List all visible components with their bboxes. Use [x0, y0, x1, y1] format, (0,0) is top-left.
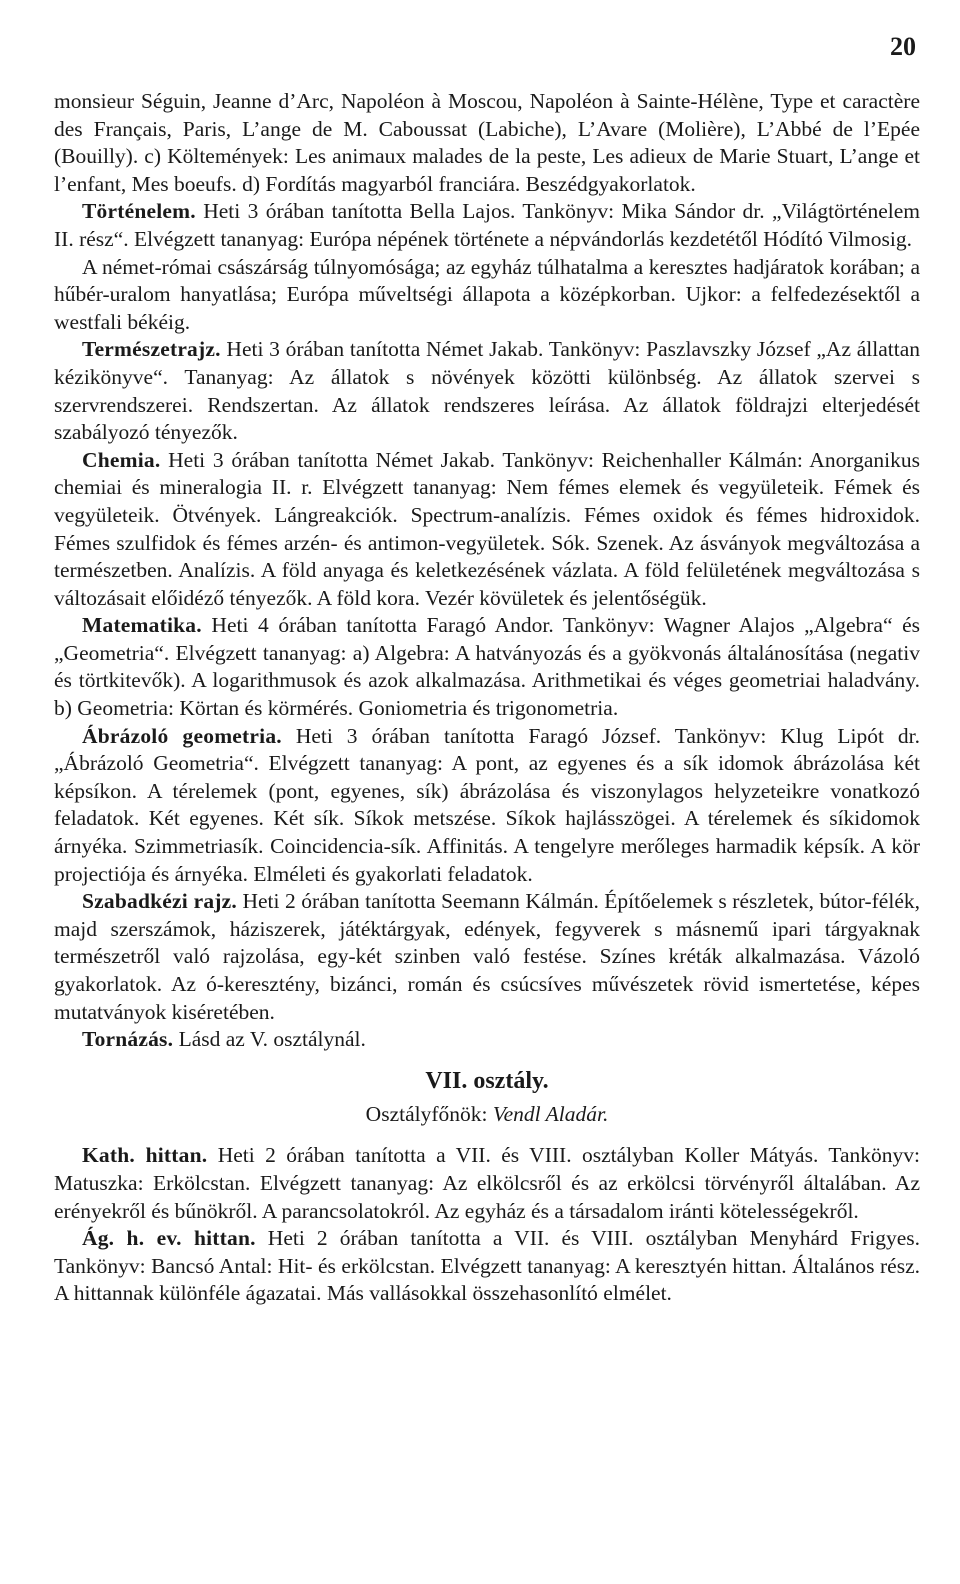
subject-label: Kath. hittan. — [82, 1143, 208, 1168]
paragraph-text: monsieur Séguin, Jeanne d’Arc, Napoléon à Moscou, Napoléon à Sainte-Hélène, Type et caractère des Français, Paris, L’ange de M. Caboussat (Labiche), L’Avare (Molière), L’Abbé de l’Epée (Bouilly). c) Költemények: Les animaux malades de la peste, Les adieux de Marie Stuart, L’ange et l’enfant, Mes boeufs. d) Fordítás magyarból franciára. Beszédgyakorlatok. — [54, 89, 920, 196]
section-title: VII. osztály. — [425, 1067, 549, 1094]
paragraph-text: Heti 4 órában tanította Faragó Andor. Tankönyv: Wagner Alajos „Algebra“ és „Geometria“. Elvégzett tananyag: a) Algebra: A hatványozás és a gyökvonás általánosítása (negativ és törtkitevők). A logarithmusok és azok alkalmazása. Arithmetikai és véges geometriai haladvány. b) Geometria: Körtan és körmérés. Goniometria és trigonometria. — [54, 613, 920, 721]
class-teacher-name: Vendl Aladár. — [492, 1101, 609, 1126]
class-teacher-label: Osztályfőnök: — [365, 1101, 493, 1126]
class-teacher-line — [54, 1101, 920, 1129]
text-block-after — [54, 1142, 920, 1308]
paragraph-text: Heti 2 órában tanította a VII. és VIII. osztályban Menyhárd Frigyes. Tankönyv: Bancsó Antal: Hit- és erkölcstan. Elvégzett tananyag: A keresztyén hittan. Általános rész. A hittannak különféle ágazatai. Más vallásokkal összehasonlító elmélet. — [54, 1226, 920, 1306]
paragraph — [54, 1225, 920, 1308]
subject-label: Szabadkézi rajz. — [82, 889, 237, 914]
paragraph-text: Lásd az V. osztálynál. — [173, 1027, 366, 1052]
paragraph-text: Heti 3 órában tanította Faragó József. Tankönyv: Klug Lipót dr. „Ábrázoló Geometria“. Elvégzett tananyag: A pont, az egyenes és a sík idomok ábrázolása két képsíkon. A térelemek (pont, egyenes, sík) ábrázolása és viszonylagos helyzeteikre vonatkozó feladatok. Két egyenes. Két sík. Síkok metszése. Síkok hajlásszögei. A térelemek és síkidomok árnyéka. Szimmetriasík. Coincidencia-sík. Affinitás. A tengelyre merőleges harmadik képsík. A kör projectiója és árnyéka. Elméleti és gyakorlati feladatok. — [54, 723, 920, 886]
subject-label: Matematika. — [82, 613, 202, 638]
paragraph — [54, 447, 920, 613]
subject-label: Chemia. — [82, 447, 161, 472]
subject-label: Természetrajz. — [82, 337, 221, 362]
paragraph — [54, 723, 920, 889]
subject-label: Ág. h. ev. hittan. — [82, 1226, 256, 1251]
subject-label: Ábrázoló geometria. — [82, 723, 282, 748]
paragraph — [54, 888, 920, 1026]
paragraph-text: Heti 2 órában tanította a VII. és VIII. osztályban Koller Mátyás. Tankönyv: Matuszka: Erkölcstan. Elvégzett tananyag: Az elkölcsről és az erkölcsi törvényről általában. Az erényekről és bűnökről. A parancsolatokról. Az egyház és a társadalom iránti kötelességekről. — [54, 1143, 920, 1223]
paragraph-text: A német-római császárság túlnyomósága; az egyház túlhatalma a keresztes hadjáratok korában; a hűbér-uralom hanyatlása; Európa műveltségi állapota a középkorban. Ujkor: a felfedezésektől a westfali békéig. — [54, 254, 920, 334]
page-number: 20 — [890, 32, 916, 61]
paragraph — [54, 1026, 920, 1054]
paragraph — [54, 336, 920, 446]
text-block-before — [54, 88, 920, 1054]
subject-label: Tornázás. — [82, 1027, 174, 1052]
paragraph — [54, 1142, 920, 1225]
paragraph — [54, 198, 920, 253]
subject-label: Történelem. — [82, 199, 196, 224]
paragraph-text: Heti 3 órában tanította Német Jakab. Tankönyv: Reichenhaller Kálmán: Anorganikus chemiai és mineralogia II. r. Elvégzett tananyag: Nem fémes elemek és vegyületeik. Fémek és vegyületeik. Ötvények. Lángreakciók. Spectrum-analízis. Fémes oxidok és fémes hidroxidok. Fémes szulfidok és fémes arzén- és antimon-vegyületek. Sók. Szenek. Az ásványok megváltozása a természetben. Analízis. A föld anyaga és keletkezésének vázlata. A föld felületének megváltozása s változásait előidéző tényezők. A föld kora. Vezér kövületek és jelentőségük. — [54, 447, 920, 610]
paragraph — [54, 254, 920, 337]
paragraph-text: Heti 3 órában tanította Bella Lajos. Tankönyv: Mika Sándor dr. „Világtörténelem II. rész“. Elvégzett tananyag: Európa népének története a népvándorlás kezdetétől Hódító Vilmosig. — [54, 199, 920, 251]
paragraph — [54, 88, 920, 198]
paragraph — [54, 612, 920, 722]
paragraph-text: Heti 2 órában tanította Seemann Kálmán. Építőelemek s részletek, bútor-félék, majd szerszámok, háziszerek, játéktárgyak, edények, fegyverek s másnemű ipari tárgyaknak természetről való rajzolása, egy-két szinben való festése. Színes kréták alkalmazása. Vázoló gyakorlatok. Az ó-keresztény, bizánci, román és csúcsíves művészetek rövid ismertetése, képes mutatványok kiséretében. — [54, 889, 920, 1024]
paragraph-text: Heti 3 órában tanította Német Jakab. Tankönyv: Paszlavszky József „Az állattan kézikönyve“. Tananyag: Az állatok s növények közötti különbség. Az állatok szervei s szervrendszerei. Rendszertan. Az állatok rendszeres leírása. Az állatok földrajzi elterjedését szabályozó tényezők. — [54, 337, 920, 445]
